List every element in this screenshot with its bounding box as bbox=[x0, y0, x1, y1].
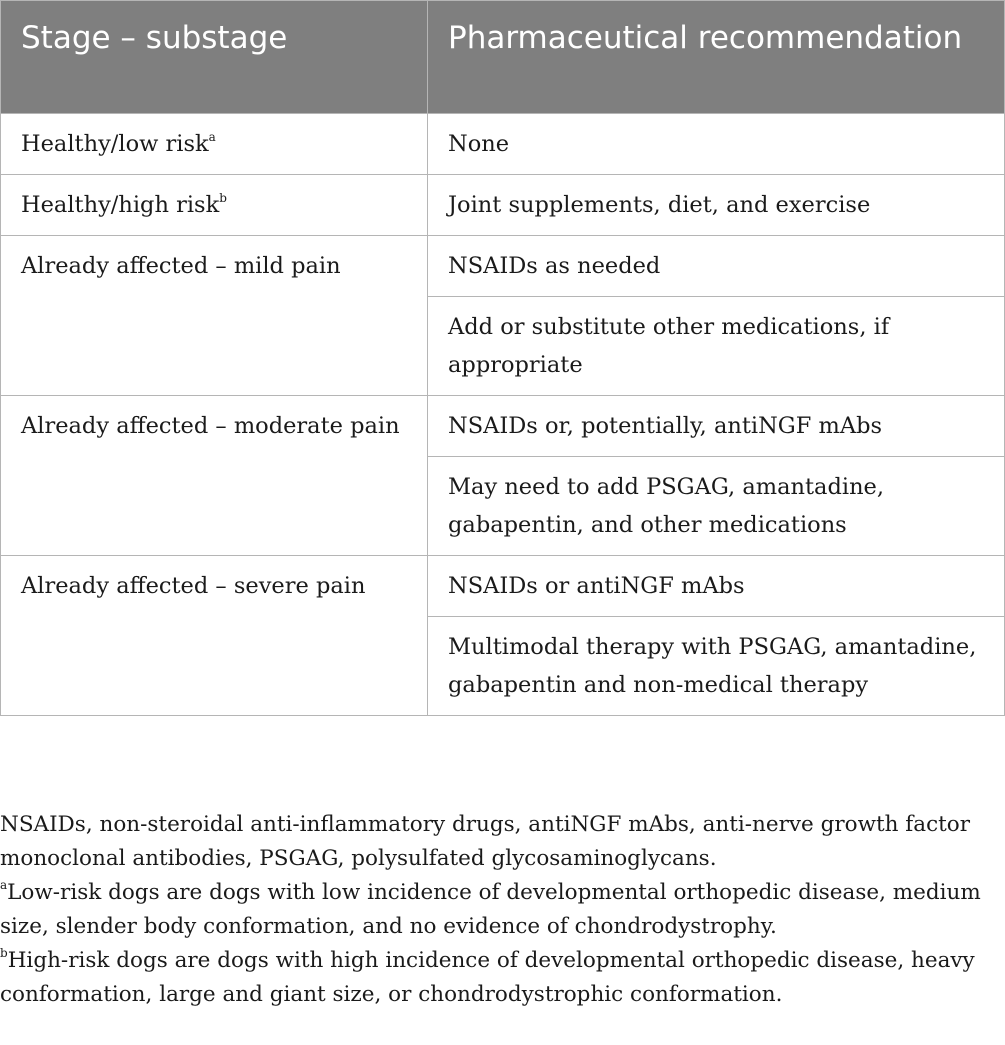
table-row bbox=[1, 396, 1005, 457]
table-row bbox=[1, 236, 1005, 297]
stage-cell: Healthy/high risk$^b$ bbox=[1, 175, 428, 236]
recommendation-cell: Multimodal therapy with PSGAG, amantadine, gabapentin and non-medical therapy bbox=[428, 617, 1005, 716]
recommendation-cell: NSAIDs or, potentially, antiNGF mAbs bbox=[428, 396, 1005, 457]
stage-cell: Already affected – severe pain bbox=[1, 556, 428, 716]
footnote-marker: b bbox=[219, 190, 227, 205]
footnote-a: $^a$Low-risk dogs are dogs with low incidence of developmental orthopedic disease, medium size, slender body conformation, and no evidence of chondrodystrophy. bbox=[0, 877, 981, 939]
recommendation-cell: None bbox=[428, 114, 1005, 175]
stage-cell: Already affected – mild pain bbox=[1, 236, 428, 396]
recommendation-cell: Add or substitute other medications, if appropriate bbox=[428, 297, 1005, 396]
table-header-row bbox=[1, 1, 1005, 114]
header-stage: Stage – substage bbox=[1, 1, 428, 114]
header-recommendation: Pharmaceutical recommendation bbox=[428, 1, 1005, 114]
footnote-b: $^b$High-risk dogs are dogs with high incidence of developmental orthopedic disease, heavy conformation, large and giant size, or chondrodystrophic conformation. bbox=[0, 945, 975, 1007]
recommendation-cell: NSAIDs or antiNGF mAbs bbox=[428, 556, 1005, 617]
table-row bbox=[1, 556, 1005, 617]
abbreviations-note: NSAIDs, non-steroidal anti-inflammatory drugs, antiNGF mAbs, anti-nerve growth factor monoclonal antibodies, PSGAG, polysulfated glycosaminoglycans. bbox=[0, 812, 970, 871]
footnote-marker: b bbox=[0, 945, 8, 960]
recommendation-cell: NSAIDs as needed bbox=[428, 236, 1005, 297]
table-row bbox=[1, 175, 1005, 236]
footnote-marker: a bbox=[208, 129, 216, 144]
recommendation-cell: Joint supplements, diet, and exercise bbox=[428, 175, 1005, 236]
table-row bbox=[1, 114, 1005, 175]
stage-cell: Healthy/low risk$^a$ bbox=[1, 114, 428, 175]
table-footnotes bbox=[0, 808, 1005, 1012]
stage-cell: Already affected – moderate pain bbox=[1, 396, 428, 556]
recommendation-cell: May need to add PSGAG, amantadine, gabapentin, and other medications bbox=[428, 457, 1005, 556]
footnote-marker: a bbox=[0, 877, 8, 892]
